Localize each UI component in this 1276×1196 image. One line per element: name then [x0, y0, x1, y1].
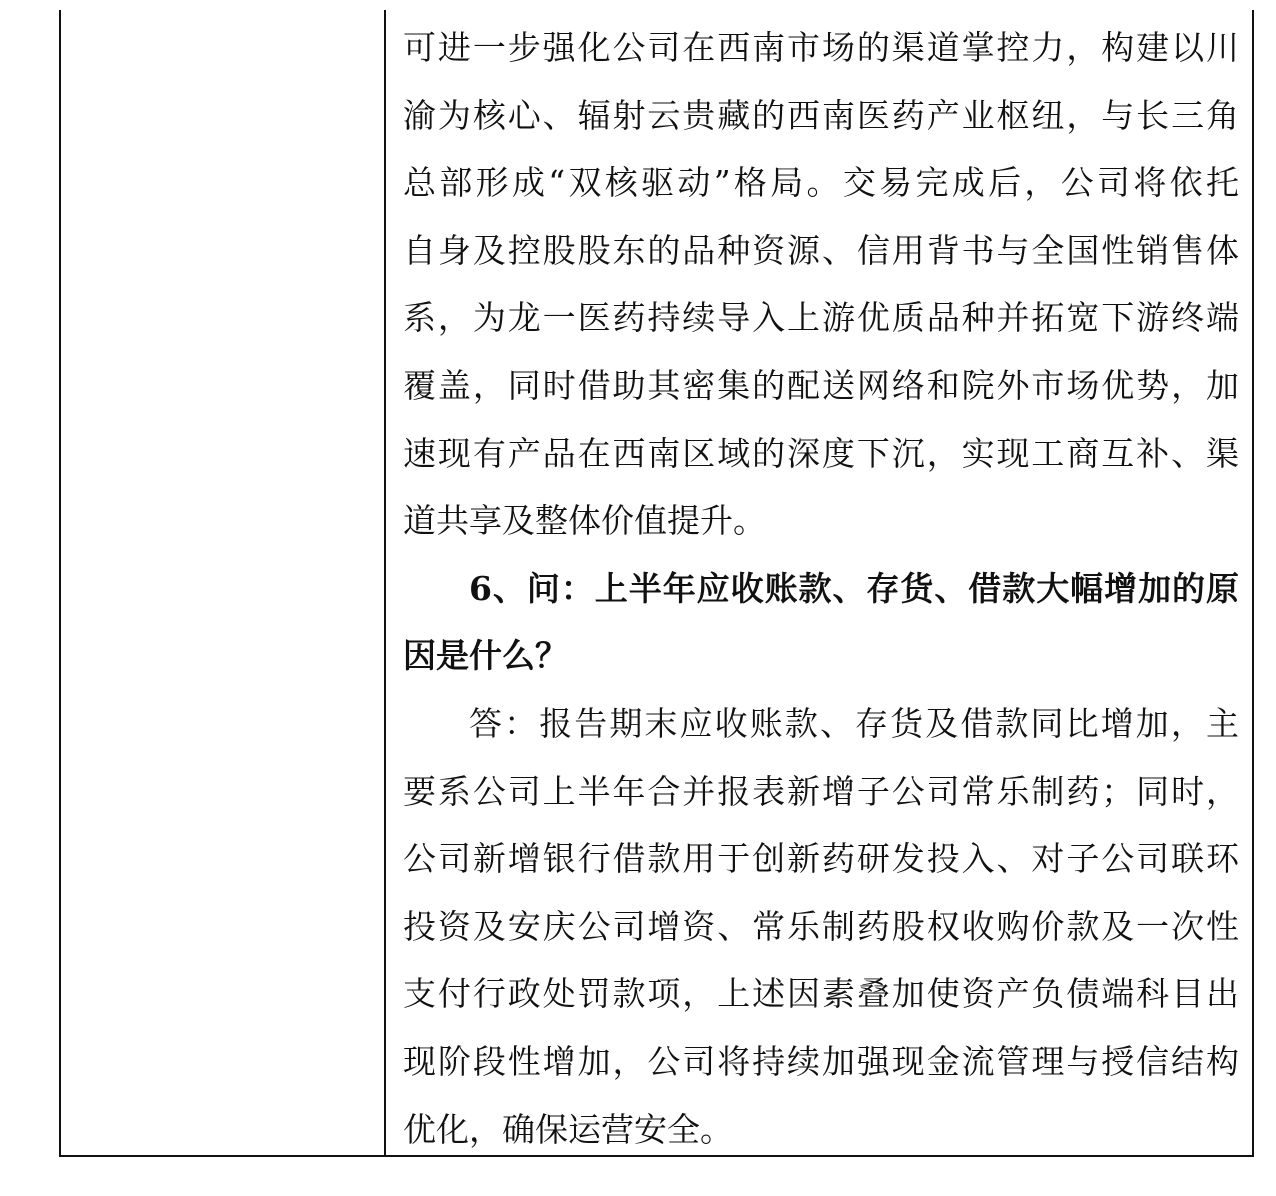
text-line: 系，为龙一医药持续导入上游优质品种并拓宽下游终端	[403, 298, 1239, 338]
answer-text-line: 要系公司上半年合并报表新增子公司常乐制药；同时，	[403, 771, 1239, 811]
text-line: 渝为核心、辐射云贵藏的西南医药产业枢纽，与长三角	[403, 95, 1239, 135]
question-heading: 6、问：上半年应收账款、存货、借款大幅增加的原	[469, 568, 1239, 608]
answer-cell	[403, 14, 1239, 1163]
column-divider	[384, 10, 386, 1157]
answer-text-line: 投资及安庆公司增资、常乐制药股权收购价款及一次性	[403, 906, 1239, 946]
text-line: 道共享及整体价值提升。	[403, 501, 766, 541]
text-line: 自身及控股股东的品种资源、信用背书与全国性销售体	[403, 230, 1239, 270]
answer-text-line: 支付行政处罚款项，上述因素叠加使资产负债端科目出	[403, 974, 1239, 1014]
question-heading: 因是什么？	[403, 636, 568, 676]
answer-text-line: 公司新增银行借款用于创新药研发投入、对子公司联环	[403, 839, 1239, 879]
answer-text-line: 现阶段性增加，公司将持续加强现金流管理与授信结构	[403, 1041, 1239, 1081]
text-line: 速现有产品在西南区域的深度下沉，实现工商互补、渠	[403, 433, 1239, 473]
answer-text-line: 优化，确保运营安全。	[403, 1109, 733, 1149]
answer-text-line: 答：报告期末应收账款、存货及借款同比增加，主	[469, 703, 1239, 743]
text-line: 总部形成“双核驱动”格局。交易完成后，公司将依托	[403, 163, 1239, 203]
text-line: 覆盖，同时借助其密集的配送网络和院外市场优势，加	[403, 365, 1239, 405]
text-line: 可进一步强化公司在西南市场的渠道掌控力，构建以川	[403, 28, 1239, 67]
